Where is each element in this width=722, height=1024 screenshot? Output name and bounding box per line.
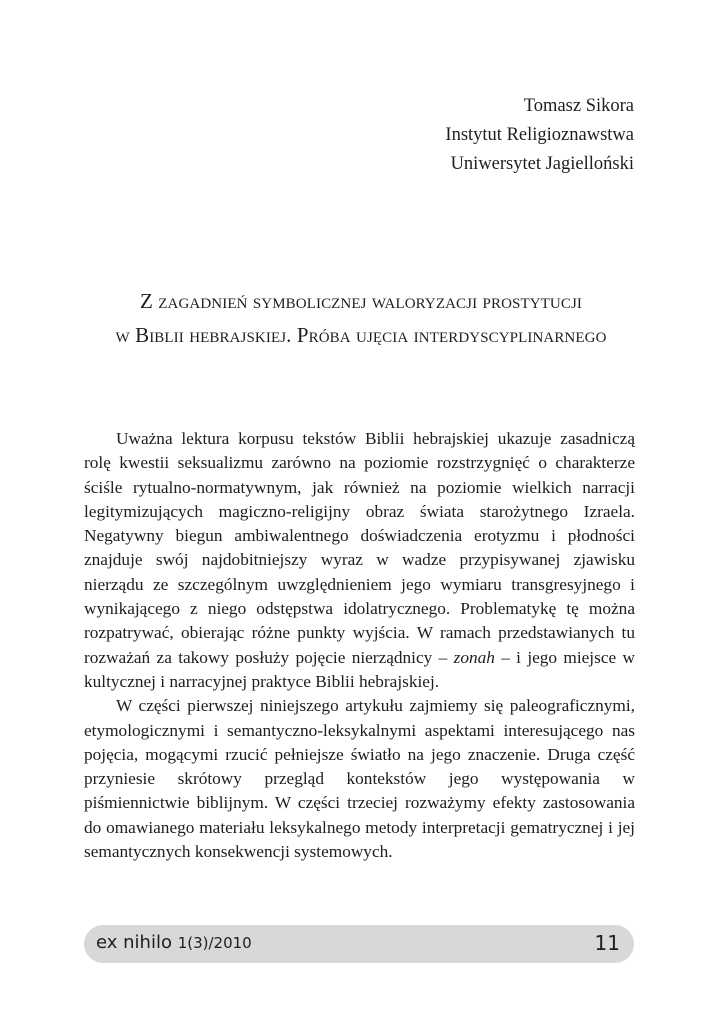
institute-name: Instytut Religioznawstwa — [445, 125, 634, 145]
journal-issue: 1(3)/2010 — [177, 934, 252, 952]
university-name: Uniwersytet Jagielloński — [450, 154, 634, 174]
article-abstract — [84, 427, 635, 864]
page-number: 11 — [594, 931, 620, 955]
italic-term-zonah: zonah — [453, 647, 495, 667]
page-footer — [84, 925, 634, 963]
paragraph-1-text-b: – i jego miejsce w kultycznej i narracyjnej praktyce Biblii hebrajskiej. — [84, 647, 635, 691]
paragraph-1 — [84, 427, 635, 694]
author-name: Tomasz Sikora — [523, 96, 634, 116]
journal-name: ex nihilo — [96, 932, 172, 953]
article-title — [60, 284, 662, 352]
journal-info — [96, 931, 252, 955]
author-affiliation-block — [445, 92, 634, 179]
paragraph-2: W części pierwszej niniejszego artykułu zajmiemy się paleograficznymi, etymologicznymi i semantyczno-leksykalnymi aspektami interesującego nas pojęcia, mogącymi rzucić pełniejsze światło na jego znaczenie. Druga część przyniesie skrótowy przegląd kontekstów jego występowania w piśmiennictwie biblijnym. W części trzeciej rozważymy efekty zastosowania do omawianego materiału leksykalnego metody interpretacji gematrycznej i jej semantycznych konsekwencji systemowych. — [84, 696, 635, 862]
paragraph-1-text-a: Uważna lektura korpusu tekstów Biblii hebrajskiej ukazuje zasadniczą rolę kwestii seksualizmu zarówno na poziomie rozstrzygnięć o charakterze ściśle rytualno-normatywnym, jak również na poziomie wielkich narracji legitymizujących magiczno-religijny obraz świata starożytnego Izraela. Negatywny biegun ambiwalentnego doświadczenia erotyzmu i płodności znajduje swój najdobitniejszy wyraz w wadze przypisywanej zjawisku nierządu ze szczególnym uwzględnieniem jego wymiaru transgresyjnego i wynikającego z niego odstępstwa idolatrycznego. Problematykę tę można rozpatrywać, obierając różne punkty wyjścia. W ramach przedstawianych tu rozważań za takowy posłuży pojęcie nierządnicy – — [84, 429, 635, 667]
article-title-line-2: w Biblii hebrajskiej. Próba ujęcia interdyscyplinarnego — [115, 323, 607, 347]
article-title-line-1: Z zagadnień symbolicznej waloryzacji prostytucji — [140, 289, 582, 313]
